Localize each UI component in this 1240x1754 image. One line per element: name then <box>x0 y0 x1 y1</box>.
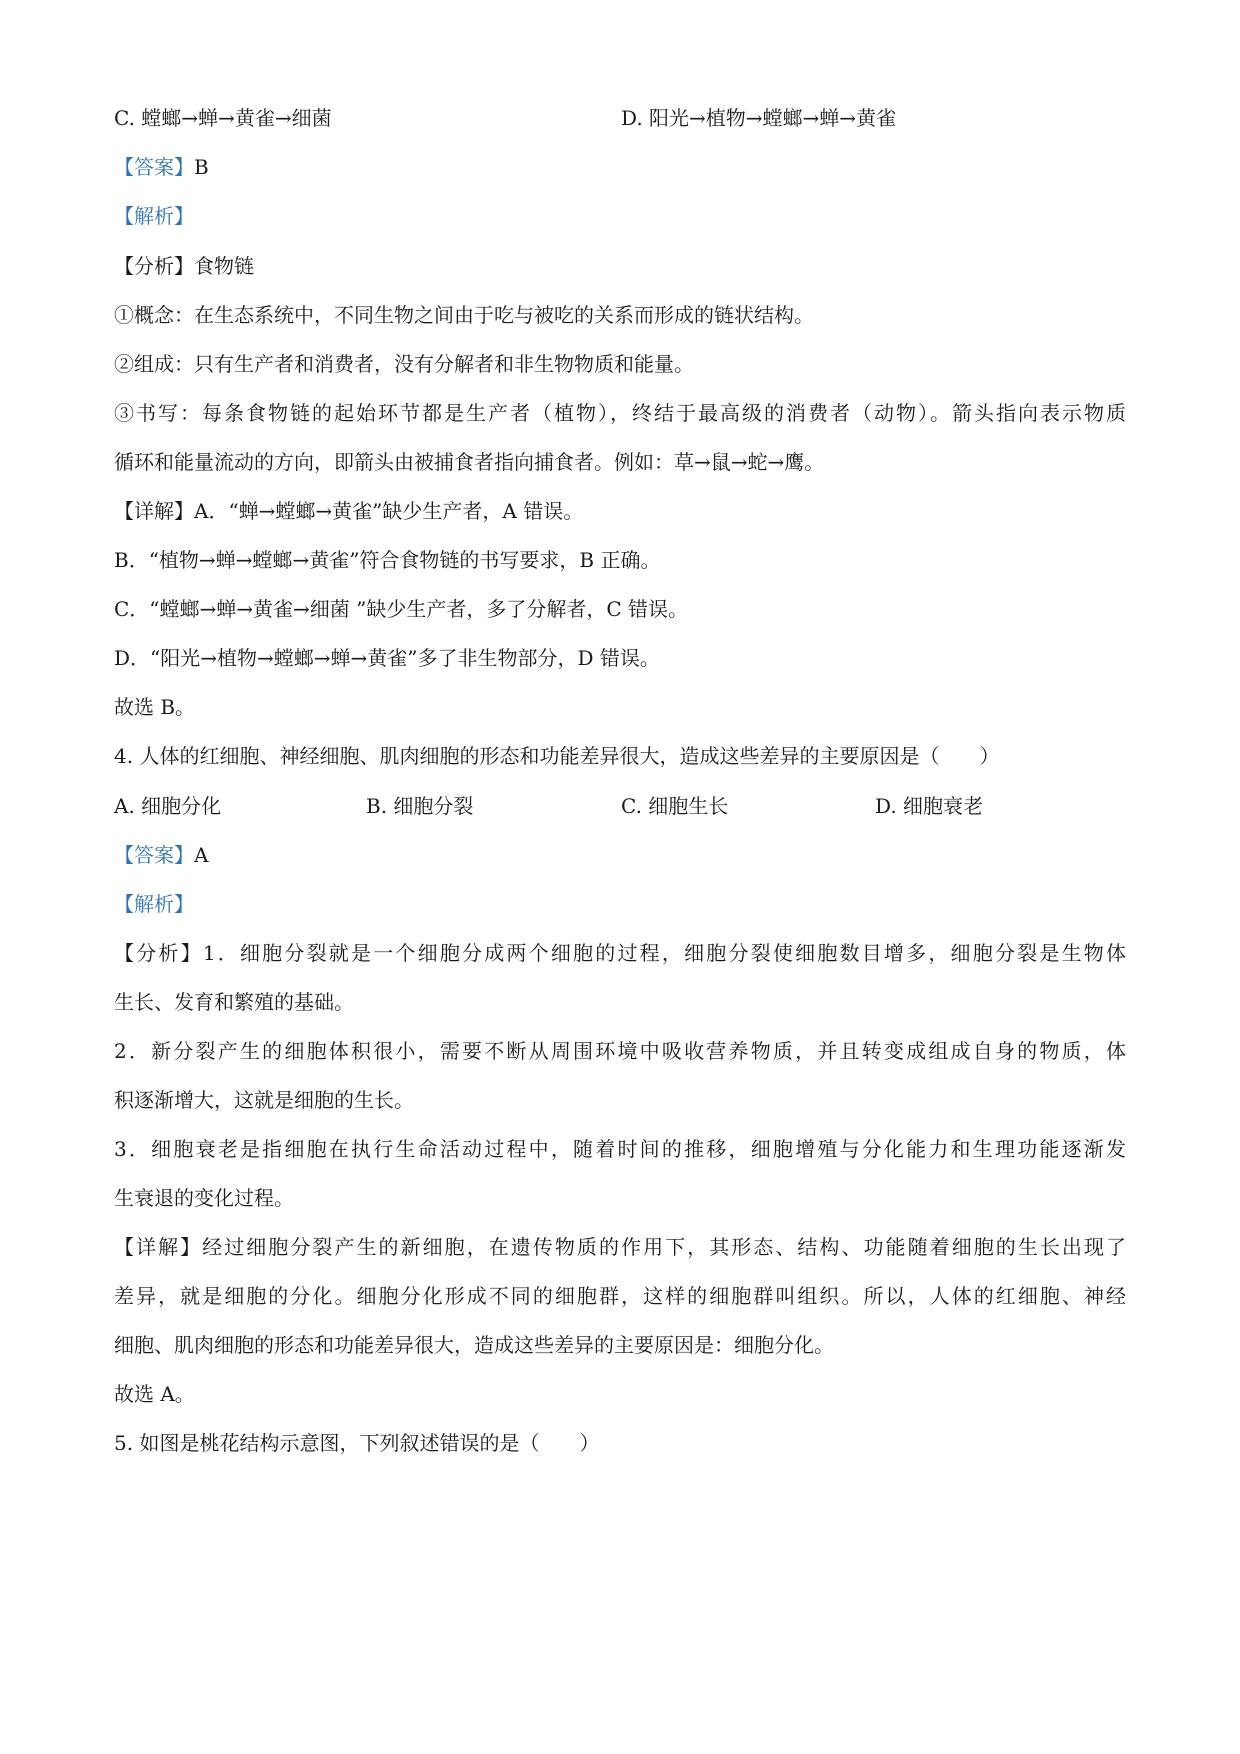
q3-analysis-line: ①概念：在生态系统中，不同生物之间由于吃与被吃的关系而形成的链状结构。 <box>114 303 814 327</box>
q4-detail-line: 细胞、肌肉细胞的形态和功能差异很大，造成这些差异的主要原因是：细胞分化。 <box>114 1333 834 1357</box>
q4-analysis-tag: 【解析】 <box>114 892 194 916</box>
q4-analysis-line: 生长、发育和繁殖的基础。 <box>114 990 354 1014</box>
q4-option-a: A. 细胞分化 <box>114 794 222 818</box>
q4-analysis-line: 3．细胞衰老是指细胞在执行生命活动过程中，随着时间的推移，细胞增殖与分化能力和生理功能逐渐发 <box>114 1137 1126 1161</box>
q3-detail-line: D．“阳光→植物→螳螂→蝉→黄雀”多了非生物部分，D 错误。 <box>114 646 660 670</box>
q3-analysis-tag: 【解析】 <box>114 204 194 228</box>
answer-tag: 【答案】 <box>114 843 194 867</box>
q3-option-d: D. 阳光→植物→螳螂→蝉→黄雀 <box>621 106 897 130</box>
q4-analysis-line: 积逐渐增大，这就是细胞的生长。 <box>114 1088 414 1112</box>
q3-analysis-line: 循环和能量流动的方向，即箭头由被捕食者指向捕食者。例如：草→鼠→蛇→鹰。 <box>114 450 825 474</box>
q3-analysis-line: 【分析】食物链 <box>114 254 254 278</box>
answer-value: A <box>194 843 209 867</box>
answer-value: B <box>194 155 209 179</box>
q3-detail-line: 【详解】A．“蝉→螳螂→黄雀”缺少生产者，A 错误。 <box>114 499 584 523</box>
q4-analysis-line: 【分析】1．细胞分裂就是一个细胞分成两个细胞的过程，细胞分裂使细胞数目增多，细胞分裂是生物体 <box>114 941 1126 965</box>
q3-analysis-line: ③书写：每条食物链的起始环节都是生产者（植物），终结于最高级的消费者（动物）。箭头指向表示物质 <box>114 401 1126 425</box>
q4-conclusion: 故选 A。 <box>114 1382 195 1406</box>
q4-answer <box>114 841 208 869</box>
q4-option-b: B. 细胞分裂 <box>366 794 474 818</box>
q4-analysis-line: 2．新分裂产生的细胞体积很小，需要不断从周围环境中吸收营养物质，并且转变成组成自身的物质，体 <box>114 1039 1126 1063</box>
q4-analysis-line: 生衰退的变化过程。 <box>114 1186 294 1210</box>
q3-answer <box>114 153 209 181</box>
q3-conclusion: 故选 B。 <box>114 695 196 719</box>
q3-analysis-line: ②组成：只有生产者和消费者，没有分解者和非生物物质和能量。 <box>114 352 694 376</box>
q3-detail-line: C．“螳螂→蝉→黄雀→细菌 ”缺少生产者，多了分解者，C 错误。 <box>114 597 689 621</box>
q3-detail-line: B．“植物→蝉→螳螂→黄雀”符合食物链的书写要求，B 正确。 <box>114 548 661 572</box>
q4-detail-line: 【详解】经过细胞分裂产生的新细胞，在遗传物质的作用下，其形态、结构、功能随着细胞的生长出现了 <box>114 1235 1126 1259</box>
q4-question: 4. 人体的红细胞、神经细胞、肌肉细胞的形态和功能差异很大，造成这些差异的主要原因是（ ） <box>114 744 1000 768</box>
q4-option-c: C. 细胞生长 <box>621 794 729 818</box>
q3-option-c: C. 螳螂→蝉→黄雀→细菌 <box>114 106 332 130</box>
q4-detail-line: 差异，就是细胞的分化。细胞分化形成不同的细胞群，这样的细胞群叫组织。所以，人体的红细胞、神经 <box>114 1284 1126 1308</box>
q5-question: 5. 如图是桃花结构示意图，下列叙述错误的是（ ） <box>114 1431 600 1455</box>
answer-tag: 【答案】 <box>114 155 194 179</box>
q4-option-d: D. 细胞衰老 <box>875 794 984 818</box>
